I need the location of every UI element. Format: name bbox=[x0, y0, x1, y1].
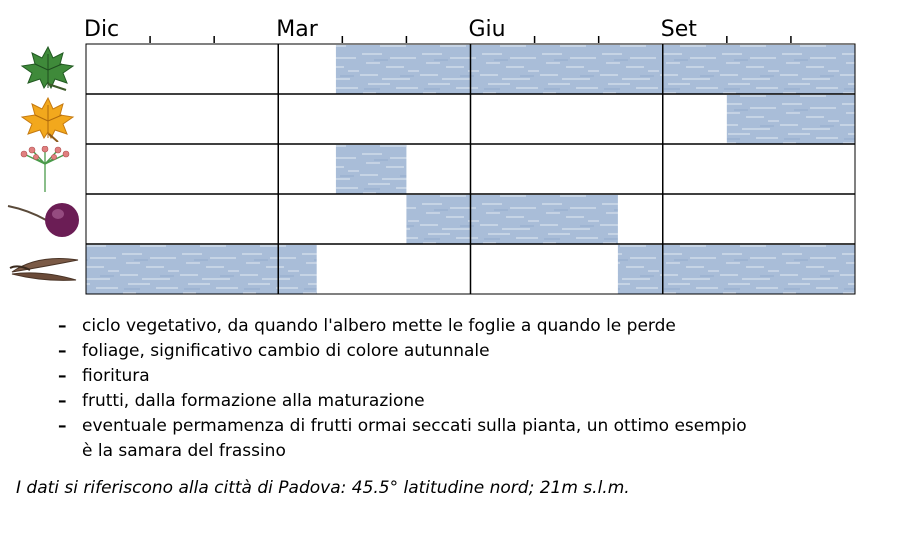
month-label-giu: Giu bbox=[468, 17, 506, 42]
month-label-mar: Mar bbox=[276, 17, 318, 42]
legend-item-flowering: – fioritura bbox=[58, 366, 150, 386]
orange-maple-leaf-icon bbox=[18, 96, 78, 142]
berry-fruit-icon bbox=[6, 198, 80, 242]
phase-bar-frutti bbox=[406, 195, 617, 244]
phase-bar-ciclo-vegetativo bbox=[336, 45, 855, 94]
legend-list bbox=[58, 314, 898, 464]
legend-item-vegetative: – ciclo vegetativo, da quando l'albero mette le foglie a quando le perde bbox=[58, 316, 676, 336]
green-maple-leaf-icon bbox=[18, 44, 78, 92]
phase-bar-fioritura bbox=[336, 145, 406, 194]
month-label-dic: Dic bbox=[84, 17, 120, 42]
legend-item-fruits: – frutti, dalla formazione alla maturazione bbox=[58, 391, 425, 411]
samara-pod-icon bbox=[8, 252, 80, 288]
flower-umbel-icon bbox=[18, 146, 72, 194]
legend-item-samara: è la samara del frassino bbox=[82, 441, 286, 461]
phase-bar-frutti-seccati bbox=[86, 245, 317, 294]
phase-bar-frutti-seccati-1 bbox=[618, 245, 855, 294]
location-note: I dati si riferiscono alla città di Padova: 45.5° latitudine nord; 21m s.l.m. bbox=[16, 478, 630, 498]
legend-item-dry-fruits: – eventuale permamenza di frutti ormai seccati sulla pianta, un ottimo esempio bbox=[58, 416, 747, 436]
legend-item-foliage: – foliage, significativo cambio di colore autunnale bbox=[58, 341, 490, 361]
month-label-set: Set bbox=[660, 17, 697, 42]
phase-bar-foliage bbox=[727, 95, 855, 144]
